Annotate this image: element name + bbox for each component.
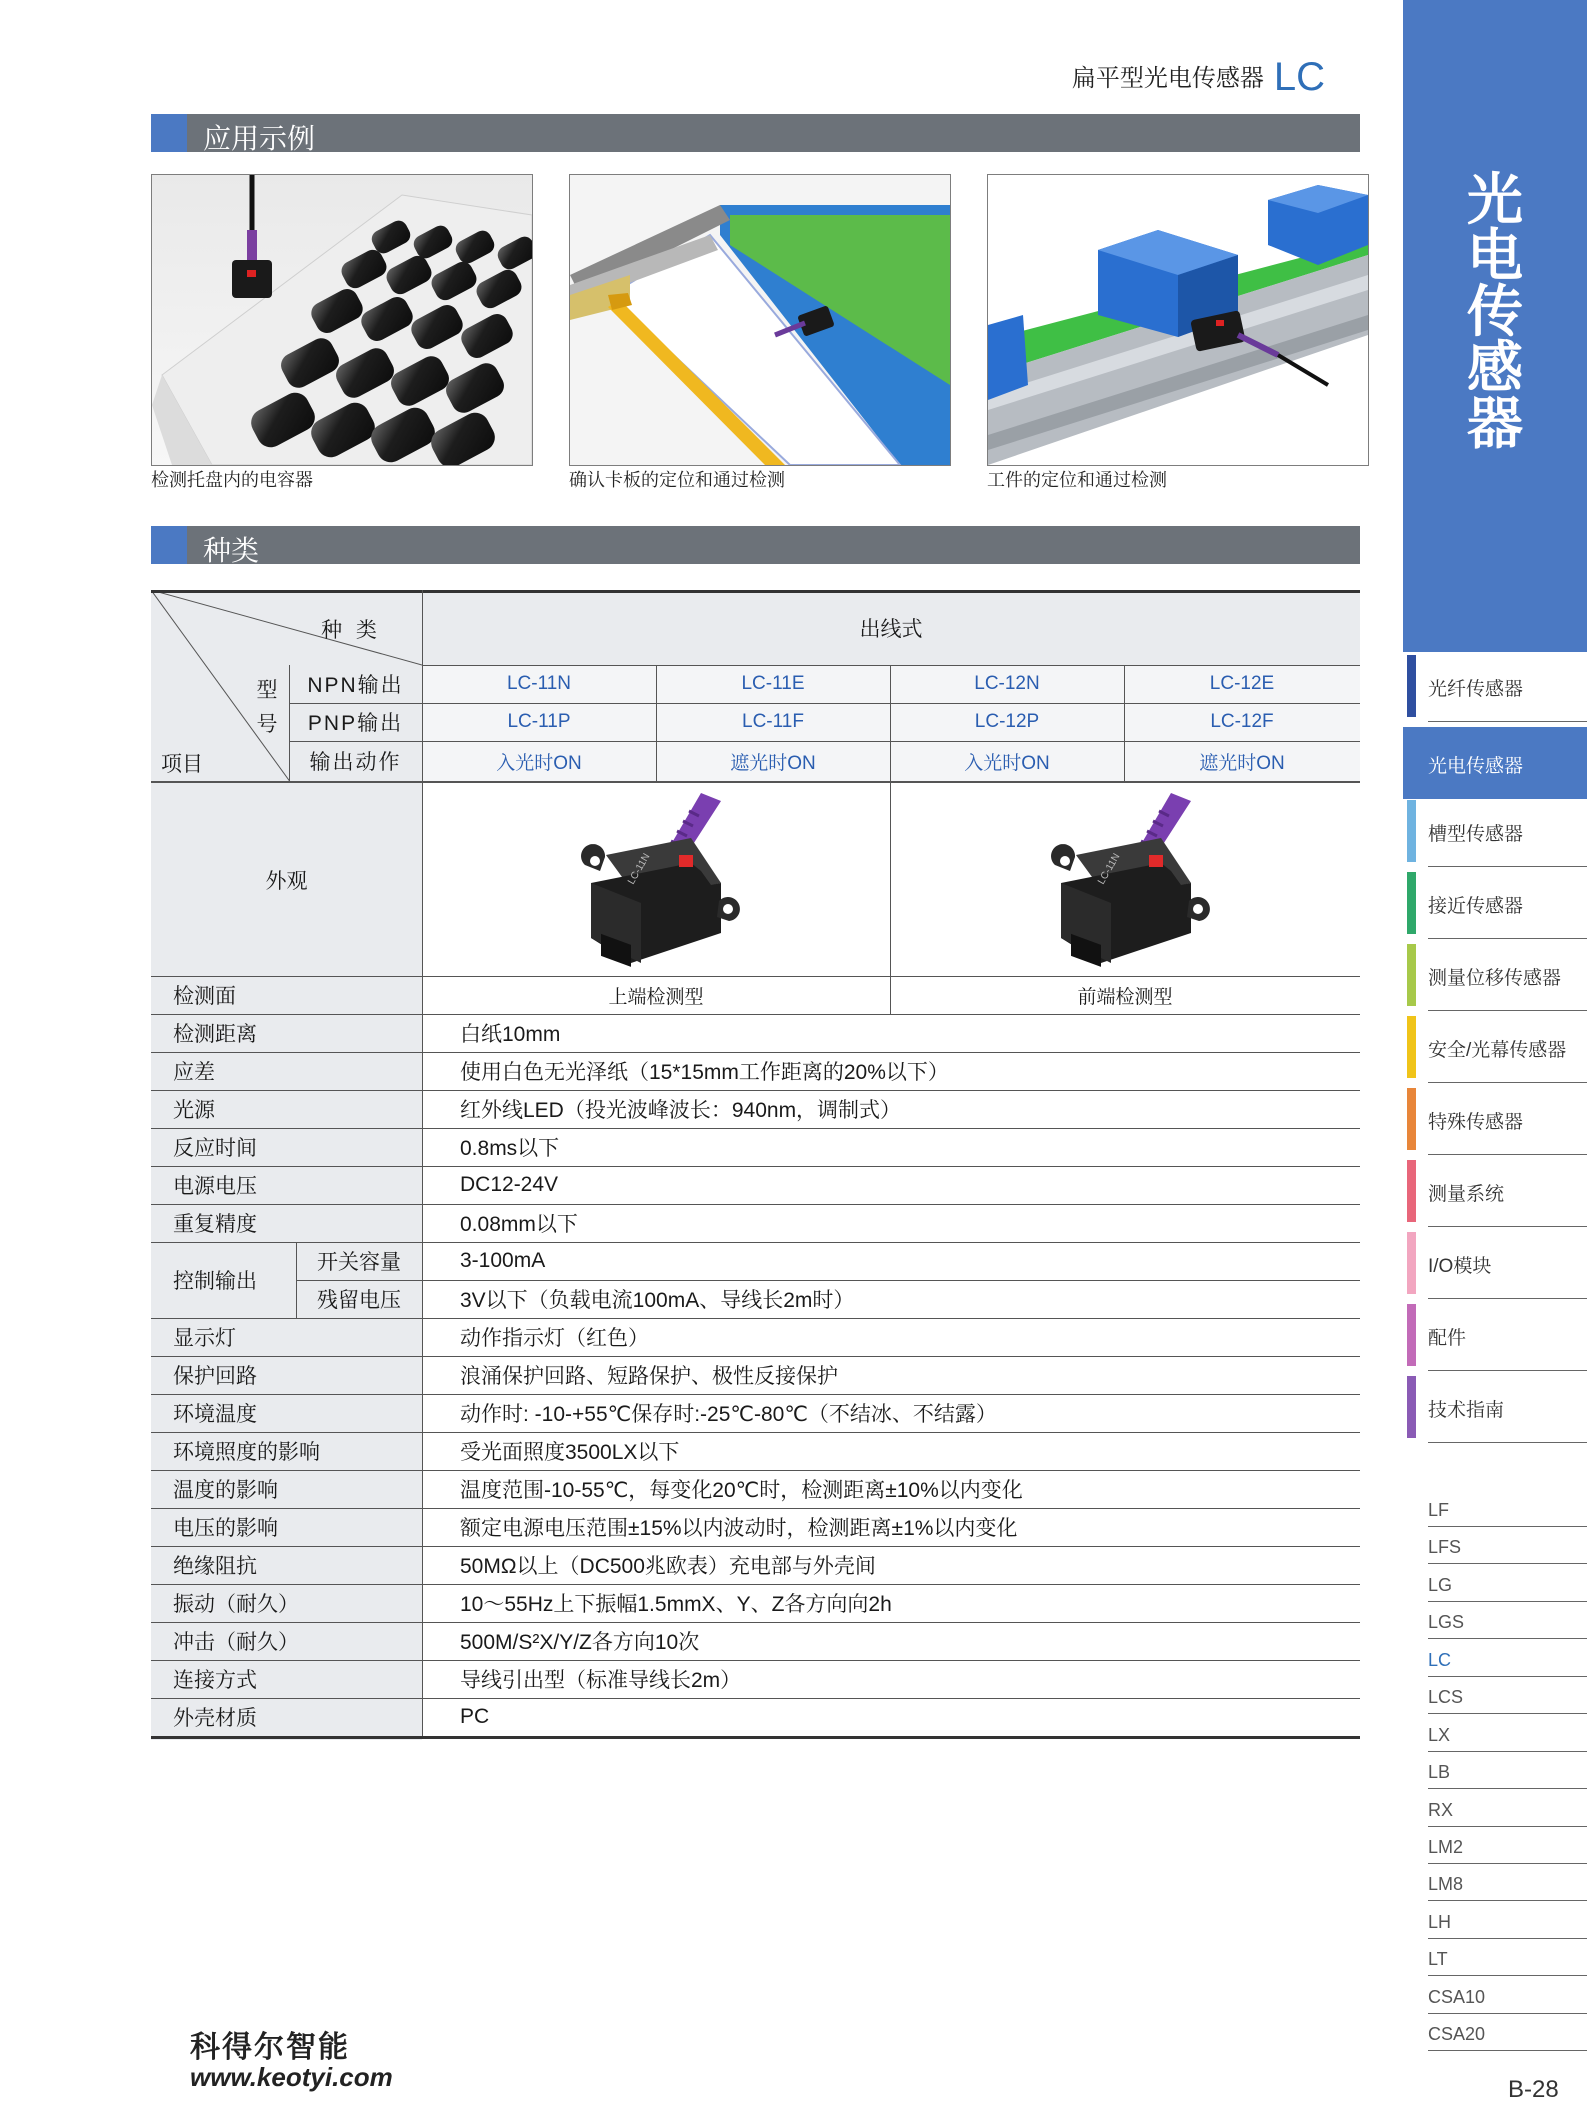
detect-face-value: 前端检测型 — [1077, 986, 1173, 1008]
model-link-lt[interactable]: LT — [1428, 1943, 1587, 1980]
model-npn: LC-12E — [1209, 673, 1275, 694]
spec-label: 显示灯 — [173, 1327, 236, 1350]
model-link-lm8[interactable]: LM8 — [1428, 1868, 1587, 1905]
application-image-board — [569, 174, 951, 466]
item-label: 项目 — [161, 753, 203, 776]
spec-label: 外壳材质 — [173, 1707, 257, 1730]
model-npn: LC-11E — [741, 673, 805, 694]
section-bar-applications — [151, 114, 1360, 152]
spec-value: 红外线LED（投光波峰波长：940nm，调制式） — [460, 1099, 902, 1122]
footer-brand: 科得尔智能 — [190, 2031, 350, 2064]
sidebar-title: 光 电 传 感 器 — [1467, 168, 1523, 455]
model-link-lfs[interactable]: LFS — [1428, 1531, 1587, 1568]
sidebar-item-label: 测量系统 — [1428, 1184, 1505, 1205]
control-output-label: 控制输出 — [173, 1270, 257, 1293]
section-bar-types — [151, 526, 1360, 564]
application-caption: 检测托盘内的电容器 — [151, 470, 313, 490]
spec-value: 0.8ms以下 — [460, 1137, 560, 1160]
spec-sub-label: 开关容量 — [317, 1251, 401, 1274]
sidebar-item-safety[interactable] — [1407, 1013, 1587, 1073]
sidebar-item-label: 接近传感器 — [1428, 896, 1524, 917]
application-image-tray — [151, 174, 533, 466]
model-link-lcs[interactable]: LCS — [1428, 1681, 1587, 1718]
section-title: 应用示例 — [203, 123, 316, 154]
sidebar-item-label: 配件 — [1428, 1328, 1467, 1349]
spec-value: 动作指示灯（红色） — [460, 1327, 649, 1350]
model-link-lc[interactable]: LC — [1428, 1644, 1587, 1681]
spec-value: 额定电源电压范围±15%以内波动时，检测距离±1%以内变化 — [460, 1517, 1018, 1540]
spec-label: 连接方式 — [173, 1669, 257, 1692]
header-title: 扁平型光电传感器 — [1071, 65, 1264, 92]
sidebar-item-label: 槽型传感器 — [1428, 824, 1524, 845]
spec-label: 电压的影响 — [173, 1517, 278, 1540]
spec-value: 10～55Hz上下振幅1.5mmX、Y、Z各方向向2h — [460, 1593, 892, 1616]
sidebar-item-measurement-system[interactable] — [1407, 1157, 1587, 1217]
sidebar-item-special[interactable] — [1407, 1085, 1587, 1145]
section-title: 种类 — [203, 535, 260, 566]
spec-value: DC12-24V — [460, 1173, 559, 1196]
sensor-image-top-detect — [571, 793, 771, 968]
sidebar-item-label: 安全/光幕传感器 — [1428, 1040, 1567, 1061]
output-action: 遮光时ON — [1199, 752, 1285, 774]
spec-label: 检测距离 — [173, 1023, 257, 1046]
spec-value: 温度范围-10-55℃，每变化20℃时，检测距离±10%以内变化 — [460, 1479, 1023, 1502]
spec-label: 光源 — [173, 1099, 215, 1122]
page-header — [1072, 55, 1325, 100]
detect-face-label: 检测面 — [173, 985, 236, 1008]
spec-value: 动作时: -10-+55℃保存时:-25℃-80℃（不结冰、不结露） — [460, 1403, 997, 1426]
sidebar-item-displacement[interactable] — [1407, 941, 1587, 1001]
spec-label: 温度的影响 — [173, 1479, 278, 1502]
sidebar-item-io-module[interactable] — [1407, 1229, 1587, 1289]
sensor-marking: LC-11N — [626, 851, 653, 887]
spec-label: 绝缘阻抗 — [173, 1555, 257, 1578]
spec-value: 50MΩ以上（DC500兆欧表）充电部与外壳间 — [460, 1555, 876, 1578]
model-pnp: LC-11F — [742, 711, 804, 732]
model-link-lgs[interactable]: LGS — [1428, 1606, 1587, 1643]
model-pnp: LC-12F — [1210, 711, 1274, 732]
appearance-label: 外观 — [265, 869, 308, 893]
output-action: 入光时ON — [496, 752, 582, 774]
npn-label: NPN输出 — [307, 674, 404, 697]
model-label-char2: 号 — [256, 713, 278, 736]
detect-face-value: 上端检测型 — [608, 986, 704, 1008]
spec-value: 使用白色无光泽纸（15*15mm工作距离的20%以下） — [460, 1061, 949, 1084]
spec-table — [151, 590, 1360, 1740]
page-number: B-28 — [1508, 2076, 1559, 2103]
spec-value: 3-100mA — [460, 1249, 546, 1272]
spec-value: 浪涌保护回路、短路保护、极性反接保护 — [460, 1365, 838, 1388]
spec-value: 白纸10mm — [460, 1023, 561, 1046]
sidebar-item-label: 光电传感器 — [1428, 756, 1524, 777]
pnp-label: PNP输出 — [307, 712, 404, 735]
sidebar-item-proximity[interactable] — [1407, 869, 1587, 929]
application-caption: 确认卡板的定位和通过检测 — [569, 470, 785, 490]
footer-url: www.keotyi.com — [190, 2062, 393, 2092]
sidebar-item-label: 特殊传感器 — [1428, 1112, 1524, 1133]
spec-label: 冲击（耐久） — [173, 1631, 299, 1654]
spec-label: 重复精度 — [173, 1213, 257, 1236]
sidebar-item-tech-guide[interactable] — [1407, 1373, 1587, 1433]
model-link-lm2[interactable]: LM2 — [1428, 1831, 1587, 1868]
spec-label: 振动（耐久） — [173, 1593, 299, 1616]
spec-value: 0.08mm以下 — [460, 1213, 578, 1236]
model-link-lh[interactable]: LH — [1428, 1906, 1587, 1943]
spec-label: 环境照度的影响 — [173, 1441, 320, 1464]
header-model-code: LC — [1273, 55, 1325, 99]
spec-value: 500M/S²X/Y/Z各方向10次 — [460, 1631, 700, 1654]
model-link-csa10[interactable]: CSA10 — [1428, 1981, 1587, 2018]
spec-value: 3V以下（负载电流100mA、导线长2m时） — [460, 1289, 855, 1312]
application-caption: 工件的定位和通过检测 — [987, 470, 1167, 490]
model-label-char1: 型 — [256, 679, 278, 702]
sidebar-item-label: 技术指南 — [1428, 1400, 1505, 1421]
action-label: 输出动作 — [309, 751, 402, 774]
model-link-lf[interactable]: LF — [1428, 1494, 1587, 1531]
sidebar-item-accessories[interactable] — [1407, 1301, 1587, 1361]
model-pnp: LC-11P — [507, 711, 571, 732]
sidebar-item-slot[interactable] — [1407, 797, 1587, 857]
output-action: 入光时ON — [964, 752, 1050, 774]
output-action: 遮光时ON — [730, 752, 816, 774]
model-pnp: LC-12P — [974, 711, 1040, 732]
model-link-rx[interactable]: RX — [1428, 1794, 1587, 1831]
sidebar-item-fiber[interactable] — [1407, 652, 1587, 712]
model-link-lg[interactable]: LG — [1428, 1569, 1587, 1606]
spec-value: 导线引出型（标准导线长2m） — [460, 1669, 742, 1692]
application-image-workpiece — [987, 174, 1369, 466]
kind-value: 出线式 — [859, 617, 923, 641]
spec-label: 环境温度 — [173, 1403, 257, 1426]
model-npn: LC-11N — [506, 673, 572, 694]
spec-label: 保护回路 — [173, 1365, 257, 1388]
model-npn: LC-12N — [974, 673, 1040, 694]
sidebar-item-label: 光纤传感器 — [1428, 679, 1524, 700]
model-link-lx[interactable]: LX — [1428, 1719, 1587, 1756]
model-link-csa20[interactable]: CSA20 — [1428, 2018, 1587, 2055]
sensor-image-front-detect — [1041, 793, 1241, 968]
kind-label: 种 类 — [321, 619, 381, 642]
spec-label: 电源电压 — [173, 1175, 257, 1198]
sidebar-item-label: 测量位移传感器 — [1428, 968, 1562, 989]
sidebar-item-photoelectric[interactable] — [1403, 727, 1587, 799]
spec-label: 反应时间 — [173, 1137, 257, 1160]
sensor-marking: LC-11N — [1096, 851, 1123, 887]
sidebar-item-label: I/O模块 — [1428, 1256, 1492, 1277]
spec-label: 应差 — [173, 1061, 215, 1084]
spec-value: 受光面照度3500LX以下 — [460, 1441, 680, 1464]
spec-value: PC — [460, 1705, 490, 1728]
spec-sub-label: 残留电压 — [317, 1289, 401, 1312]
model-link-lb[interactable]: LB — [1428, 1756, 1587, 1793]
